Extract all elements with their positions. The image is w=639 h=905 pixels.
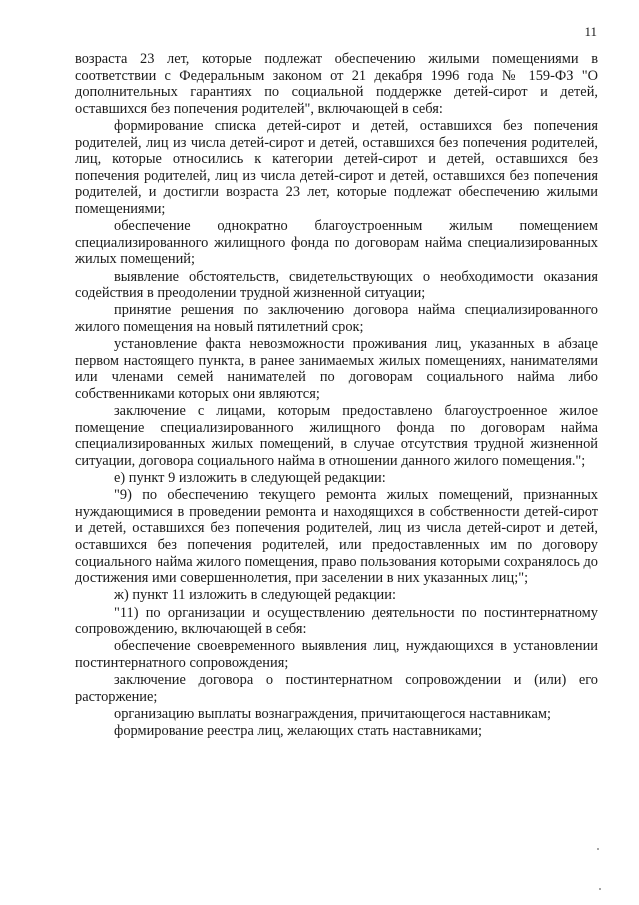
paragraph: "9) по обеспечению текущего ремонта жилых помещений, признанных нуждающимися в проведении ремонта и находящихся в собственности детей-сирот и детей, оставшихся без попечения родителей, лиц из числа детей-сирот и детей, оставшихся без попечения родителей, или предоставленных им по договору социального найма жилого помещения, право пользования которыми сохранялось до достижения ими совершеннолетия, при заселении в них указанных лиц;"; — [75, 487, 599, 587]
paragraph: заключение с лицами, которым предоставлено благоустроенное жилое помещение специализированного жилищного фонда по договорам найма специализированных жилых помещений, в случае отсутствия трудной жизненной ситуации, договора социального найма в отношении данного жилого помещения."; — [75, 403, 598, 469]
scan-speck — [599, 888, 601, 890]
paragraph: обеспечение своевременного выявления лиц, нуждающихся в установлении постинтернатного сопровождения; — [75, 638, 598, 671]
paragraph: возраста 23 лет, которые подлежат обеспечению жилыми помещениями в соответствии с Федеральным законом от 21 декабря 1996 года № 159-ФЗ "О дополнительных гарантиях по социальной поддержке детей-сирот и детей, оставшихся без попечения родителей", включающей в себя: — [75, 51, 598, 117]
paragraph: принятие решения по заключению договора найма специализированного жилого помещения на новый пятилетний срок; — [75, 302, 598, 335]
paragraph: заключение договора о постинтернатном сопровождении и (или) его расторжение; — [75, 672, 598, 705]
paragraph: е) пункт 9 изложить в следующей редакции: — [114, 470, 386, 486]
paragraph: выявление обстоятельств, свидетельствующих о необходимости оказания содействия в преодолении трудной жизненной ситуации; — [75, 268, 598, 302]
page-number: 11 — [584, 24, 597, 39]
paragraph: установление факта невозможности проживания лиц, указанных в абзаце первом настоящего пункта, в ранее занимаемых жилых помещениях, нанимателями или членами семей нанимателей по договорам социального найма либо собственниками которых они являются; — [75, 336, 598, 402]
paragraph: организацию выплаты вознаграждения, причитающегося наставникам; — [114, 705, 551, 722]
paragraph: "11) по организации и осуществлению деятельности по постинтернатному сопровождению, включающей в себя: — [75, 604, 598, 638]
paragraph: формирование списка детей-сирот и детей, оставшихся без попечения родителей, лиц из числа детей-сирот и детей, оставшихся без попечения родителей, лиц, которые относились к категории детей-сирот и детей, оставшихся без попечения родителей, лиц из числа детей-сирот и детей, оставшихся без попечения родителей, и достигли возраста 23 лет, которые подлежат обеспечению жилыми помещениями; — [75, 117, 598, 217]
paragraph: обеспечение однократно благоустроенным жилым помещением специализированного жилищного фонда по договорам найма специализированных жилых помещений; — [75, 218, 598, 268]
paragraph: формирование реестра лиц, желающих стать наставниками; — [114, 723, 483, 740]
document-body — [75, 51, 598, 740]
scan-speck — [597, 848, 599, 850]
paragraph: ж) пункт 11 изложить в следующей редакции: — [114, 587, 396, 604]
